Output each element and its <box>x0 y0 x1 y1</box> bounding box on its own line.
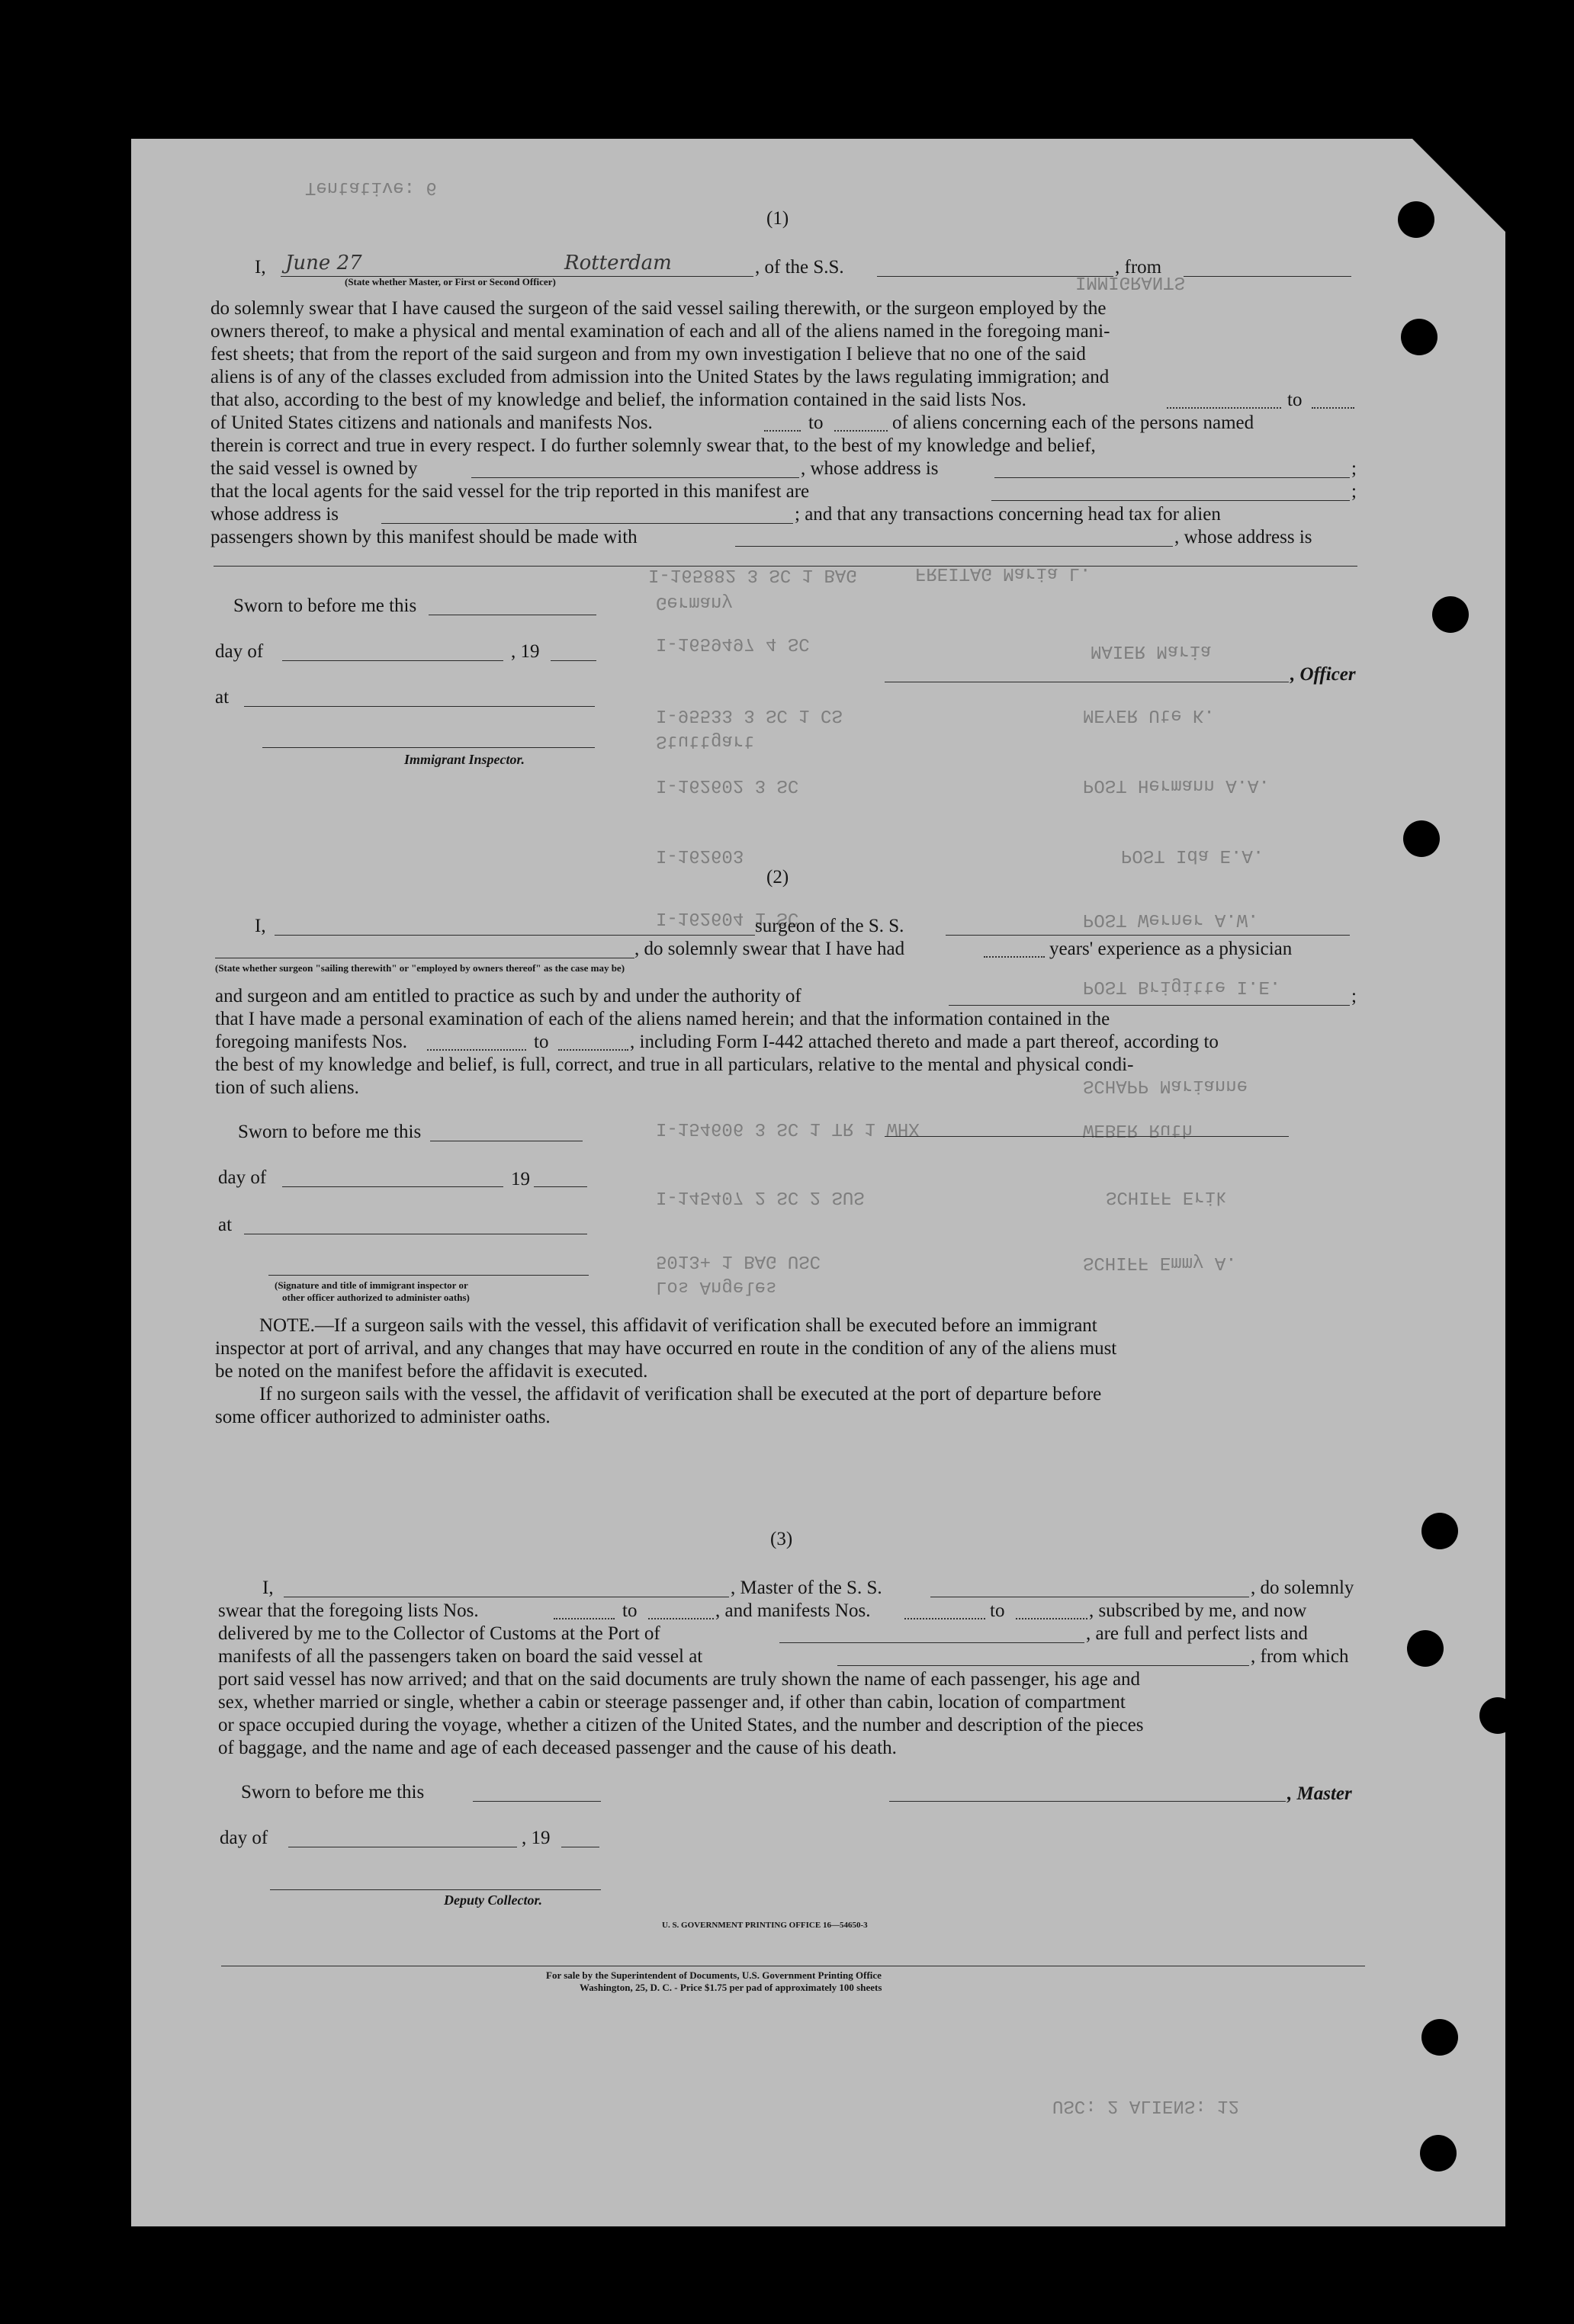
day-of-label: day of <box>215 641 264 662</box>
punch-hole <box>1407 1630 1444 1667</box>
oath1-line: owners thereof, to make a physical and mental examination of each and all of the aliens named in the foregoing mani- <box>210 321 1110 342</box>
bleed-text: I-154606 3 SC 1 TR 1 WHX <box>656 1118 920 1138</box>
oath2-line: , including Form I-442 attached thereto and made a part thereof, according to <box>630 1032 1219 1052</box>
master-label: , Master <box>1287 1783 1352 1804</box>
signature-caption: other officer authorized to administer oaths) <box>282 1292 470 1303</box>
oath3-line: delivered by me to the Collector of Customs at the Port of <box>218 1623 660 1644</box>
s3-manifest-from[interactable] <box>904 1618 985 1619</box>
section-number-2: (2) <box>766 867 789 888</box>
oath3-line: , are full and perfect lists and <box>1086 1623 1308 1644</box>
to-label: to <box>808 412 824 433</box>
punch-hole <box>1421 2019 1458 2056</box>
master-signature-line[interactable] <box>889 1801 1286 1802</box>
bleed-text: IMMIGRANTS <box>1075 271 1186 292</box>
bleed-text: POST Werner A.W. <box>1083 909 1259 929</box>
oath2-line: and surgeon and am entitled to practice as such by and under the authority of <box>215 986 801 1006</box>
bleed-text: 5013+ 1 BAG USC <box>656 1250 821 1271</box>
bleed-text: I-162602 3 SC <box>656 775 799 795</box>
section-number-3: (3) <box>770 1529 793 1549</box>
year-label: 19 <box>511 1169 530 1189</box>
surgeon-manifest-from[interactable] <box>427 1049 526 1051</box>
oath2-line: tion of such aliens. <box>215 1077 359 1098</box>
bleed-text: Stuttgart <box>656 730 755 751</box>
oath1-line: therein is correct and true in every respect. I do further solemnly swear that, to the best of my knowledge and belief, <box>210 435 1096 456</box>
s3-lists-from[interactable] <box>554 1618 615 1619</box>
ship-name-line <box>877 276 1113 277</box>
surgeon-ship-field[interactable] <box>946 935 1350 936</box>
oath-prefix: I, <box>255 916 266 936</box>
surgeon-of-label: surgeon of the S. S. <box>755 916 904 936</box>
sworn-label: Sworn to before me this <box>241 1782 425 1802</box>
bleed-text: I-95533 3 SC 1 CS <box>656 705 843 725</box>
punch-hole <box>1432 596 1469 633</box>
year-label: , 19 <box>522 1828 551 1848</box>
owned-by-label: the said vessel is owned by <box>210 458 418 479</box>
surgeon-signature-line[interactable] <box>885 1136 1289 1137</box>
at-label: at <box>218 1215 233 1235</box>
oath3-line: sex, whether married or single, whether a cabin or steerage passenger and, if other than cabin, location of compartment <box>218 1692 1126 1713</box>
oath1-line: of aliens concerning each of the persons named <box>892 412 1254 433</box>
month-field[interactable] <box>282 660 503 661</box>
s3-lists-to[interactable] <box>648 1618 714 1619</box>
bleed-text: POST Ida E.A. <box>1121 845 1264 865</box>
year-field[interactable] <box>534 1186 587 1187</box>
master-of-label: , Master of the S. S. <box>731 1578 882 1598</box>
oath2-line: the best of my knowledge and belief, is full, correct, and true in all particulars, relative to the mental and physical condi- <box>215 1054 1134 1075</box>
oath2-line: that I have made a personal examination of each of the aliens named herein; and that the information contained in the <box>215 1009 1110 1029</box>
sworn-day-field[interactable] <box>473 1801 601 1802</box>
owner-field[interactable] <box>471 477 799 478</box>
sworn-label: Sworn to before me this <box>238 1122 422 1142</box>
address-label: , whose address is <box>801 458 939 479</box>
oath1-line: do solemnly swear that I have caused the surgeon of the said vessel sailing therewith, or the surgeon employed by the <box>210 298 1107 319</box>
day-of-label: day of <box>218 1167 267 1188</box>
bleed-text: Los Angeles <box>656 1276 777 1297</box>
bleed-text: I-165882 3 SC 1 BAG <box>648 564 857 585</box>
oath-prefix: I, <box>255 257 266 278</box>
note-line: If no surgeon sails with the vessel, the affidavit of verification shall be executed at the port of departure before <box>259 1384 1102 1404</box>
agents-field[interactable] <box>991 500 1350 501</box>
agent-address-field[interactable] <box>381 523 793 524</box>
handwritten-port: Rotterdam <box>564 252 672 274</box>
sale-notice: For sale by the Superintendent of Documents, U.S. Government Printing Office <box>546 1969 882 1981</box>
note-line: be noted on the manifest before the affidavit is executed. <box>215 1361 648 1382</box>
surgeon-name-field[interactable] <box>275 935 755 936</box>
oath1-line: of United States citizens and nationals and manifests Nos. <box>210 412 653 433</box>
agents-label: that the local agents for the said vessel for the trip reported in this manifest are <box>210 481 810 502</box>
oath3-line: , do solemnly <box>1251 1578 1354 1598</box>
to-label: to <box>1287 390 1303 410</box>
bleed-text: I-162604 1 SC <box>656 907 799 928</box>
lists-from-field[interactable] <box>1167 407 1281 409</box>
owner-address-field[interactable] <box>994 477 1350 478</box>
to-label: to <box>990 1600 1005 1621</box>
headtax-field[interactable] <box>735 546 1173 547</box>
oath1-line: ; and that any transactions concerning head tax for alien <box>795 504 1221 525</box>
oath2-line: years' experience as a physician <box>1049 939 1293 959</box>
oath1-line: fest sheets; that from the report of the said surgeon and from my own investigation I believe that no one of the said <box>210 344 1086 364</box>
bleed-text: Germany <box>656 592 733 612</box>
from-label: , from <box>1115 257 1162 278</box>
bleed-text: POST Brigitte I.E. <box>1083 976 1281 997</box>
sale-notice: Washington, 25, D. C. - Price $1.75 per pad of approximately 100 sheets <box>580 1982 882 1993</box>
bleed-text: SCHAPP Marianne <box>1083 1075 1248 1096</box>
note-line: inspector at port of arrival, and any changes that may have occurred en route in the condition of any of the aliens must <box>215 1338 1117 1359</box>
surgeon-manifest-to[interactable] <box>558 1049 628 1051</box>
bleed-text: SCHIFF Emmy A. <box>1083 1252 1237 1273</box>
oath2-line: foregoing manifests Nos. <box>215 1032 408 1052</box>
punch-hole <box>1398 201 1434 238</box>
s3-manifest-to[interactable] <box>1016 1618 1087 1619</box>
from-port-line <box>1184 276 1351 277</box>
to-label: to <box>534 1032 549 1052</box>
boarding-port-field[interactable] <box>837 1665 1249 1666</box>
year-field[interactable] <box>551 660 596 661</box>
oath3-line: or space occupied during the voyage, whether a citizen of the United States, and the number and description of the pieces <box>218 1715 1144 1735</box>
punch-hole <box>1403 820 1440 857</box>
officer-caption: (State whether Master, or First or Second Officer) <box>345 276 556 287</box>
bleed-text: I-145407 2 SC 2 SUS <box>656 1186 865 1207</box>
punch-hole <box>1421 1513 1458 1549</box>
agent-address-label: whose address is <box>210 504 339 525</box>
note-line: NOTE.—If a surgeon sails with the vessel, this affidavit of verification shall be executed before an immigrant <box>259 1315 1097 1336</box>
oath-officer-signature-line[interactable] <box>268 1275 589 1276</box>
bleed-text: USC: 2 ALIENS: 12 <box>1052 2095 1239 2116</box>
bleed-text: SCHIFF Erik <box>1106 1186 1227 1207</box>
oath3-line: , subscribed by me, and now <box>1089 1600 1307 1621</box>
bleed-text: MAIER Maria <box>1091 640 1212 661</box>
oath3-line: manifests of all the passengers taken on board the said vessel at <box>218 1646 703 1667</box>
lists-to-field[interactable] <box>1312 407 1354 409</box>
oath3-line: port said vessel has now arrived; and that on the said documents are truly shown the name of each passenger, his age and <box>218 1669 1141 1690</box>
oath1-line: that also, according to the best of my knowledge and belief, the information contained in the said lists Nos. <box>210 390 1026 410</box>
oath-prefix: I, <box>262 1578 274 1598</box>
oath2-line: , do solemnly swear that I have had <box>634 939 905 959</box>
at-label: at <box>215 687 230 708</box>
oath3-line: , and manifests Nos. <box>715 1600 871 1621</box>
signature-caption: (Signature and title of immigrant inspector or <box>275 1279 468 1291</box>
day-of-label: day of <box>220 1828 268 1848</box>
sworn-label: Sworn to before me this <box>233 595 417 616</box>
punch-hole <box>1420 2135 1457 2172</box>
bleed-text: I-162603 <box>656 845 744 865</box>
handwritten-date: June 27 <box>285 252 362 274</box>
punch-hole <box>1401 319 1437 355</box>
oath1-line: , whose address is <box>1174 527 1312 547</box>
inspector-signature-line[interactable] <box>262 747 595 748</box>
ss-label: , of the S.S. <box>755 257 844 278</box>
manifest-to-field[interactable] <box>834 430 888 432</box>
bleed-text: WEBER Ruth <box>1083 1119 1193 1140</box>
years-field[interactable] <box>984 956 1045 958</box>
oath3-line: , from which <box>1251 1646 1349 1667</box>
gpo-imprint: U. S. GOVERNMENT PRINTING OFFICE 16—54650-3 <box>662 1921 868 1930</box>
deputy-caption: Deputy Collector. <box>444 1892 542 1908</box>
surgeon-caption: (State whether surgeon "sailing therewith" or "employed by owners thereof" as the case may be) <box>215 962 625 974</box>
bleed-text: FREITAG Maria L. <box>915 563 1091 583</box>
punct: ; <box>1351 986 1357 1006</box>
headtax-address-field[interactable] <box>214 566 1357 567</box>
month-field[interactable] <box>282 1186 503 1187</box>
oath3-line: swear that the foregoing lists Nos. <box>218 1600 479 1621</box>
customs-port-field[interactable] <box>779 1642 1084 1643</box>
bleed-text: Tentative: 6 <box>305 177 437 197</box>
punch-hole <box>1479 1697 1516 1734</box>
section-number-1: (1) <box>766 208 789 229</box>
at-field[interactable] <box>244 706 595 707</box>
bleed-text: MEYER Ute K. <box>1083 705 1215 725</box>
note-line: some officer authorized to administer oaths. <box>215 1407 551 1427</box>
manifest-from-field[interactable] <box>764 430 801 432</box>
oath3-line: of baggage, and the name and age of each deceased passenger and the cause of his death. <box>218 1738 897 1758</box>
authority-field[interactable] <box>949 1005 1350 1006</box>
bleed-text: POST Hermann A.A. <box>1083 775 1270 795</box>
punct: ; <box>1351 481 1357 502</box>
oath1-line: passengers shown by this manifest should be made with <box>210 527 638 547</box>
deputy-signature-line[interactable] <box>270 1889 601 1890</box>
officer-label: , Officer <box>1290 664 1356 685</box>
year-label: , 19 <box>511 641 540 662</box>
to-label: to <box>622 1600 638 1621</box>
bleed-text: I-1659497 4 SC <box>656 633 810 653</box>
punct: ; <box>1351 458 1357 479</box>
oath1-line: aliens is of any of the classes excluded from admission into the United States by the laws regulating immigration; and <box>210 367 1110 387</box>
inspector-caption: Immigrant Inspector. <box>404 752 525 767</box>
